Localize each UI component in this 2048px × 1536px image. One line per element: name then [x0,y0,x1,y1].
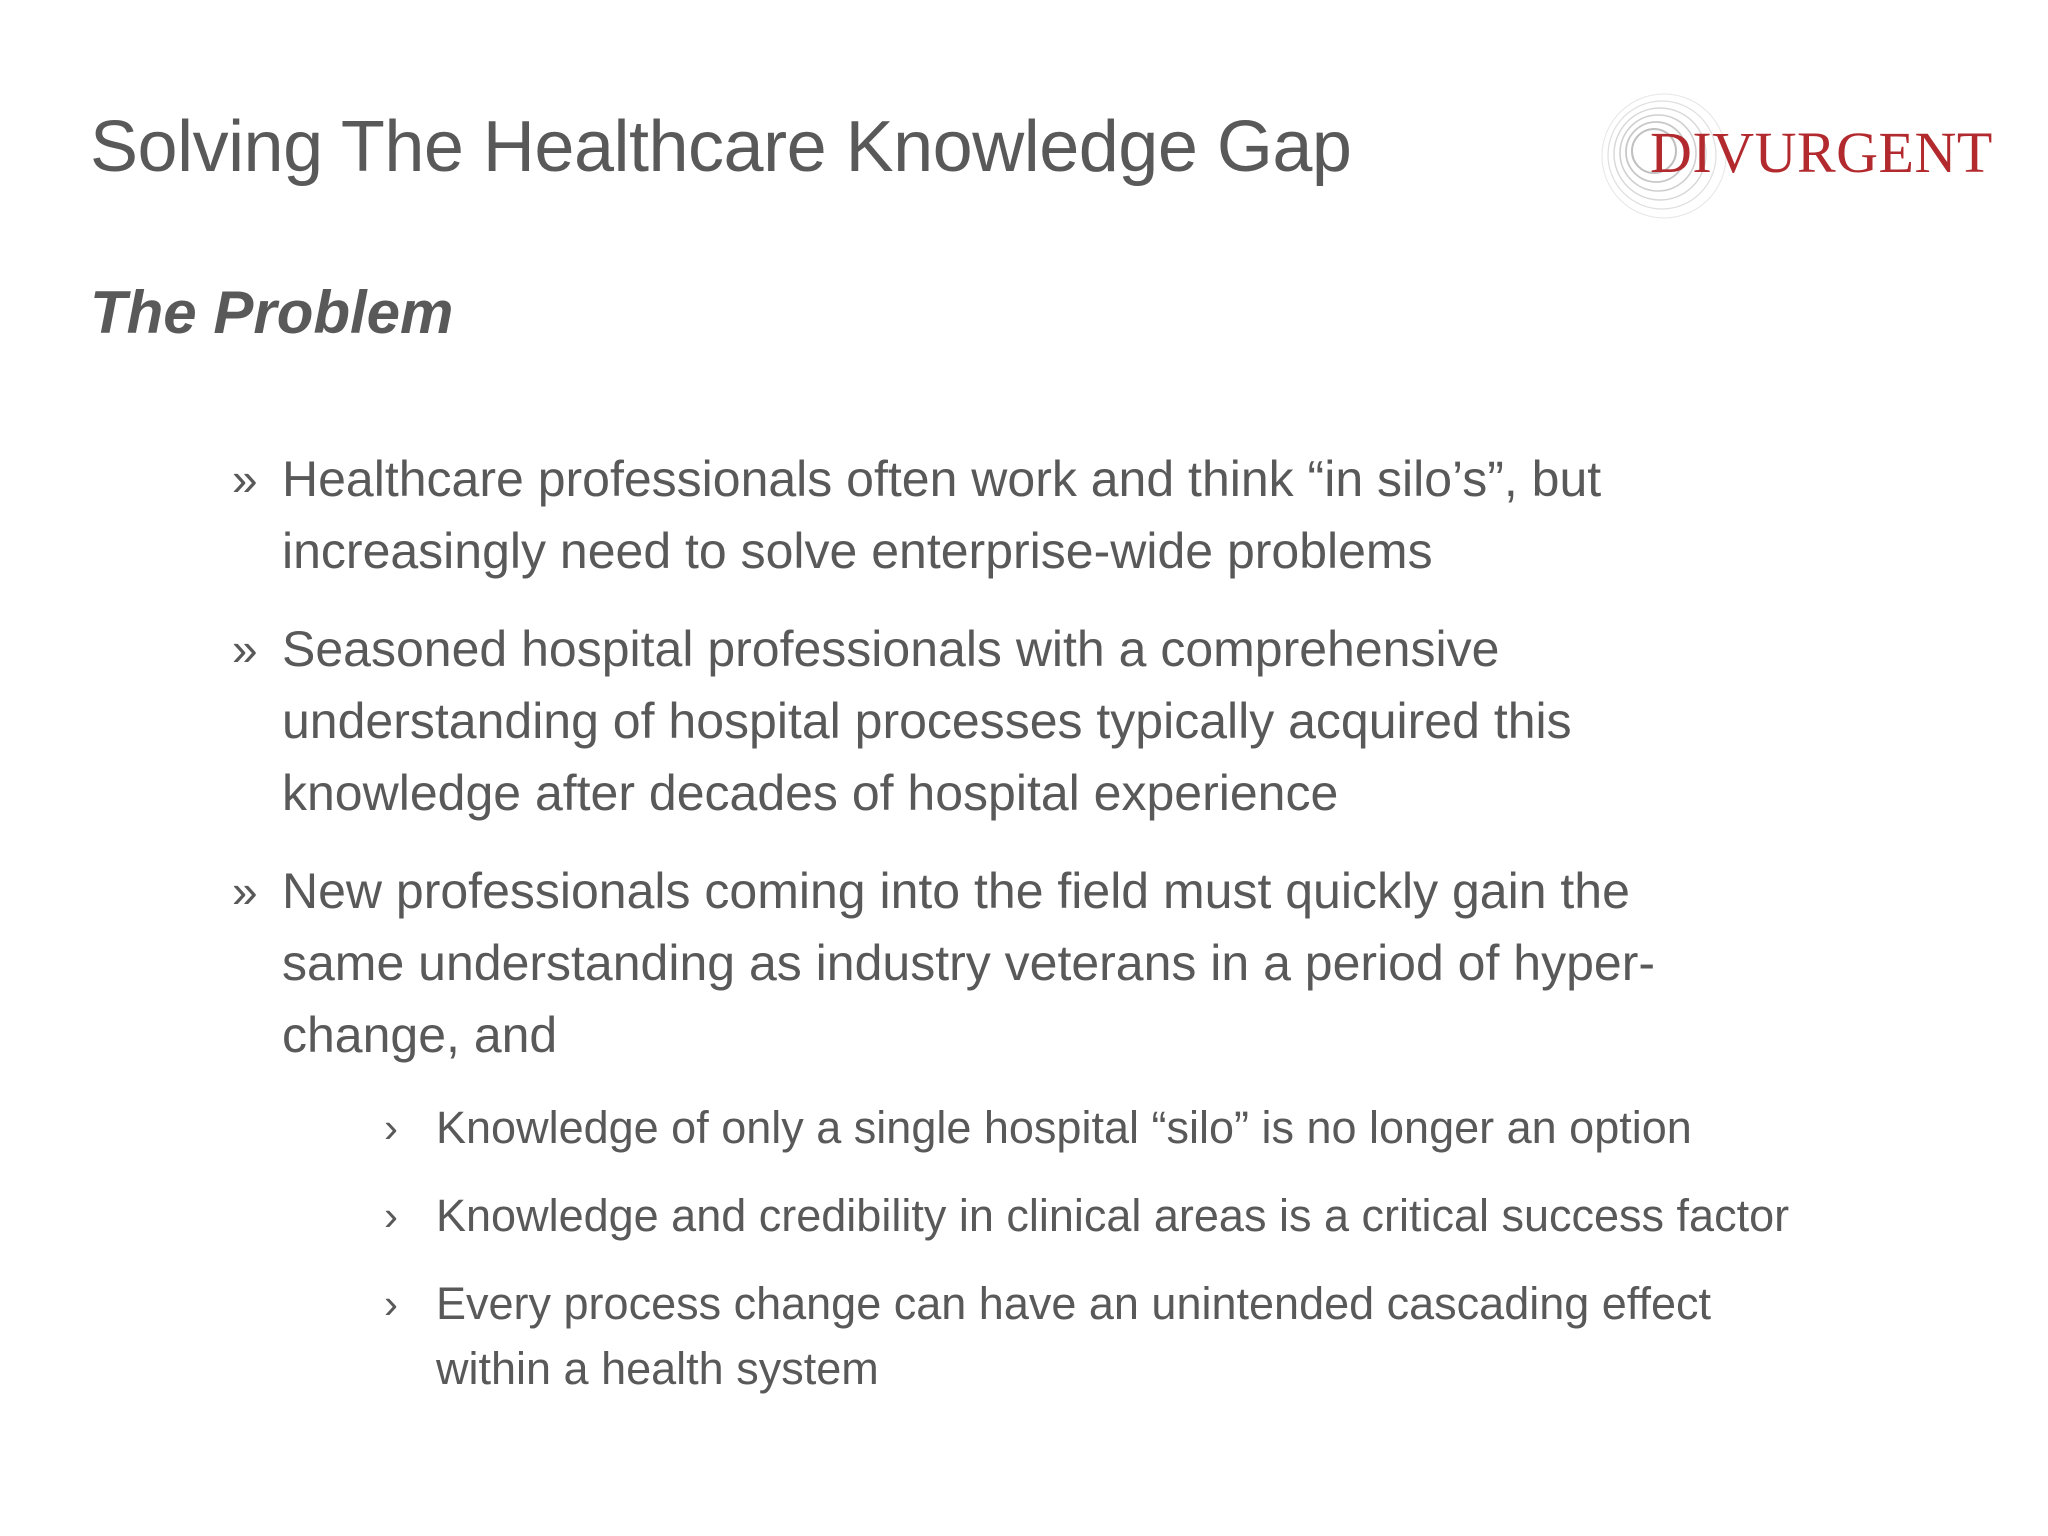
list-item [232,613,1922,829]
bullet-line: understanding of hospital processes typically acquired this [282,693,1572,749]
logo-wordmark: DIVURGENT [1650,120,1993,185]
list-item [384,1095,2016,1160]
bullet-marker: » [232,865,258,917]
bullet-line: Knowledge and credibility in clinical areas is a critical success factor [436,1190,1790,1241]
divurgent-logo [1592,80,2012,230]
sub-bullet-marker: › [384,1280,398,1327]
bullet-line: change, and [282,1007,558,1063]
bullet-line: same understanding as industry veterans in a period of hyper- [282,935,1655,991]
list-item [384,1183,2016,1248]
section-subtitle: The Problem [90,279,454,346]
bullet-line: Knowledge of only a single hospital “silo” is no longer an option [436,1102,1692,1153]
list-item [232,443,1922,587]
slide-title: Solving The Healthcare Knowledge Gap [90,107,1352,187]
sub-bullet-marker: › [384,1104,398,1151]
bullet-line: increasingly need to solve enterprise-wide problems [282,523,1433,579]
list-item [384,1271,2016,1401]
list-item [232,855,1922,1071]
sub-bullet-marker: › [384,1192,398,1239]
bullet-marker: » [232,623,258,675]
bullet-line: New professionals coming into the field must quickly gain the [282,863,1630,919]
bullet-line: Every process change can have an unintended cascading effect [436,1278,1712,1329]
bullet-line: Seasoned hospital professionals with a comprehensive [282,621,1500,677]
bullet-marker: » [232,453,258,505]
bullet-line: knowledge after decades of hospital experience [282,765,1339,821]
bullet-line: within a health system [436,1343,879,1394]
bullet-line: Healthcare professionals often work and think “in silo’s”, but [282,451,1602,507]
